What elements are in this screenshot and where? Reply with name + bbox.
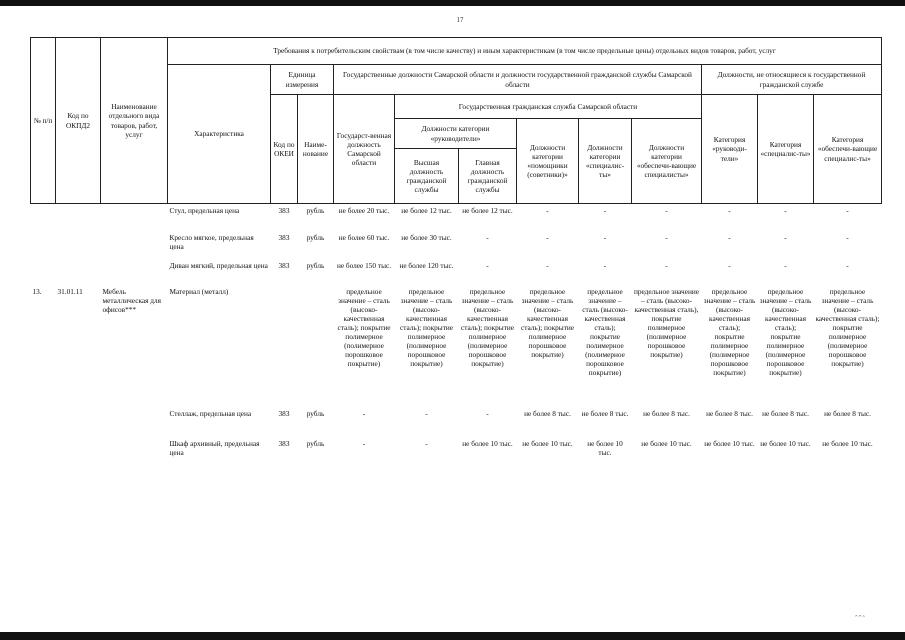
cell-value: - [362, 408, 366, 418]
page-number: 17 [456, 16, 464, 24]
cell-item-name [101, 204, 168, 232]
cell-value: не более 8 тыс. [643, 408, 690, 418]
cell-value: - [603, 206, 607, 215]
table-header [31, 38, 882, 204]
cell-value: предельное значение – сталь (высоко-качественная сталь); покрытие полимерное порошковое покрытие) [520, 286, 575, 360]
cell-value: предельное значение – сталь (высоко-качественная сталь); покрытие полимерное (полимерное порошковое покрытие) [582, 286, 628, 378]
cell-value: - [486, 260, 489, 270]
header-highest: Высшая должность гражданской службы [395, 149, 459, 204]
table-row [31, 260, 882, 286]
cell-value: не более 20 тыс. [338, 206, 390, 215]
cell-value: - [425, 438, 428, 448]
cell-num: 13. [32, 286, 42, 296]
cell-value: не более 8 тыс. [524, 408, 571, 418]
cell-unit-name [298, 286, 334, 408]
cell-value: не более 10 тыс. [704, 438, 755, 448]
header-support: Должности категории «обеспечи-вающие специалисты» [632, 119, 702, 204]
scan-mark: ˆˆ˜ [855, 614, 866, 623]
cell-value: - [546, 260, 549, 270]
header-gov-positions: Государственные должности Самарской области и должности государственной гражданской службы Самарской области [334, 65, 702, 95]
cell-value: не более 12 тыс. [401, 206, 452, 215]
header-heads: Должности категории «руководители» [395, 119, 517, 149]
cell-value: не более 10 тыс. [522, 438, 573, 448]
cell-value: не более 8 тыс. [824, 408, 871, 418]
header-cat-support: Категория «обеспечи-вающие специалис-ты» [814, 95, 882, 204]
cell-okpd-code [56, 204, 101, 232]
cell-okpd-code [56, 438, 101, 470]
header-civil-service: Государственная гражданская служба Самарской области [395, 95, 702, 119]
cell-value: - [846, 232, 849, 242]
cell-value: не более 8 тыс. [581, 408, 629, 418]
cell-okpd-code [56, 408, 101, 438]
cell-value: - [665, 206, 668, 215]
table-row [31, 286, 882, 408]
cell-num [31, 438, 56, 470]
cell-value: не более 10 тыс. [641, 438, 692, 448]
header-unit-code: Код по ОКЕИ [271, 95, 298, 204]
table-row [31, 204, 882, 232]
bottom-scan-border [0, 632, 905, 640]
cell-value: - [846, 260, 849, 270]
cell-value: не более 60 тыс. [338, 232, 390, 242]
cell-value: - [603, 260, 607, 270]
cell-value: - [546, 232, 549, 242]
cell-okpd-code [56, 232, 101, 260]
cell-value: не более 10 тыс. [587, 438, 623, 457]
cell-item-name [101, 260, 168, 286]
header-okpd: Код по ОКПД2 [56, 38, 101, 204]
cell-value: предельное значение – сталь (высоко-качественная сталь); покрытие полимерное (полимерное порошковое покрытие) [337, 286, 391, 369]
header-main: Главная должность гражданской службы [459, 149, 517, 204]
header-cat-specialists: Категория «специалис-ты» [758, 95, 814, 204]
cell-value: - [784, 206, 787, 215]
cell-value: - [728, 206, 731, 215]
cell-value: не более 8 тыс. [706, 408, 753, 418]
cell-okei-code: 383 [278, 438, 290, 448]
header-specialists: Должности категории «специалис-ты» [579, 119, 632, 204]
cell-value: не более 10 тыс. [822, 438, 873, 448]
cell-value: предельное значение – сталь (высоко-качественная сталь); покрытие полимерное (полимерное порошковое покрытие) [759, 286, 812, 378]
cell-okei-code: 383 [278, 232, 290, 242]
cell-value: - [486, 408, 489, 418]
header-num: № п/п [31, 38, 56, 204]
table-row [31, 408, 882, 438]
cell-value: - [665, 260, 668, 270]
cell-value: - [728, 232, 731, 242]
header-name: Наименование отдельного вида товаров, работ, услуг [101, 38, 168, 204]
table-body [31, 204, 882, 470]
cell-value: не более 12 тыс. [462, 206, 513, 215]
cell-num [31, 204, 56, 232]
header-requirements: Требования к потребительским свойствам (в том числе качеству) и иным характеристикам (в том числе предельные цены) отдельных видов товаров, работ, услуг [168, 38, 882, 65]
cell-okei-code: 383 [278, 408, 290, 418]
cell-unit-name: рубль [306, 260, 325, 270]
cell-characteristic: Стеллаж, предельная цена [169, 408, 252, 418]
cell-value: - [665, 232, 668, 242]
cell-item-name [101, 438, 168, 470]
header-gov-position-col: Государст-венная должность Самарской области [334, 95, 395, 204]
table-row [31, 438, 882, 470]
cell-characteristic: Стул, предельная цена [169, 206, 240, 215]
cell-value: - [784, 232, 787, 242]
cell-value: - [784, 260, 787, 270]
cell-value: предельное значение – сталь (высоко-качественная сталь); покрытие полимерное (полимерное порошковое покрытие) [399, 286, 454, 369]
cell-value: - [603, 232, 607, 242]
cell-okpd-code: 31.01.11 [57, 286, 83, 296]
cell-value: не более 8 тыс. [762, 408, 809, 418]
cell-okpd-code [56, 260, 101, 286]
cell-okei-code [271, 286, 298, 408]
cell-value: - [846, 206, 849, 215]
cell-unit-name: рубль [306, 232, 325, 242]
cell-value: - [728, 260, 731, 270]
cell-unit-name: рубль [306, 206, 325, 215]
cell-num [31, 260, 56, 286]
header-characteristic: Характеристика [168, 65, 271, 204]
cell-characteristic: Шкаф архивный, предельная цена [169, 438, 260, 457]
cell-value: - [425, 408, 428, 418]
table-row [31, 232, 882, 260]
cell-value: предельное значение – сталь (высоко-качественная сталь); покрытие полимерное (полимерное порошковое покрытие) [815, 286, 880, 369]
cell-characteristic: Диван мягкий, предельная цена [169, 260, 268, 270]
header-non-gov: Должности, не относящиеся к государственной гражданской службе [702, 65, 882, 95]
cell-value: предельное значение – сталь (высоко-качественная сталь), покрытие полимерное (полимерное порошковое покрытие) [633, 286, 699, 360]
cell-item-name: Мебель металлическая для офисов*** [102, 286, 162, 314]
cell-item-name [101, 232, 168, 260]
cell-value: не более 10 тыс. [462, 438, 513, 448]
cell-value: - [546, 206, 549, 215]
cell-value: не более 150 тыс. [336, 260, 392, 270]
cell-unit-name: рубль [306, 408, 325, 418]
cell-value: не более 30 тыс. [401, 232, 452, 242]
requirements-table [30, 37, 882, 470]
cell-value: не более 120 тыс. [399, 260, 454, 270]
cell-okei-code: 383 [278, 260, 290, 270]
cell-num [31, 232, 56, 260]
header-cat-heads: Категория «руководи-тели» [702, 95, 758, 204]
cell-okei-code: 383 [278, 206, 290, 215]
cell-value: не более 10 тыс. [760, 438, 811, 448]
cell-value: - [486, 232, 489, 242]
cell-value: предельное значение – сталь (высоко-качественная сталь); покрытие полимерное (полимерное порошковое покрытие) [460, 286, 515, 369]
header-unit: Единица измерения [271, 65, 334, 95]
top-scan-border [0, 0, 905, 6]
cell-characteristic: Кресло мягкое, предельная цена [169, 232, 254, 251]
header-assistants: Должности категории «помощники (советники)» [517, 119, 579, 204]
header-unit-name: Наиме-нование [298, 95, 334, 204]
cell-value: - [362, 438, 366, 448]
cell-item-name [101, 408, 168, 438]
cell-value: предельное значение – сталь (высоко-качественная сталь); покрытие полимерное (полимерное порошковое покрытие) [703, 286, 756, 378]
cell-unit-name: рубль [306, 438, 325, 448]
cell-num [31, 408, 56, 438]
cell-characteristic: Материал (металл) [169, 286, 229, 296]
